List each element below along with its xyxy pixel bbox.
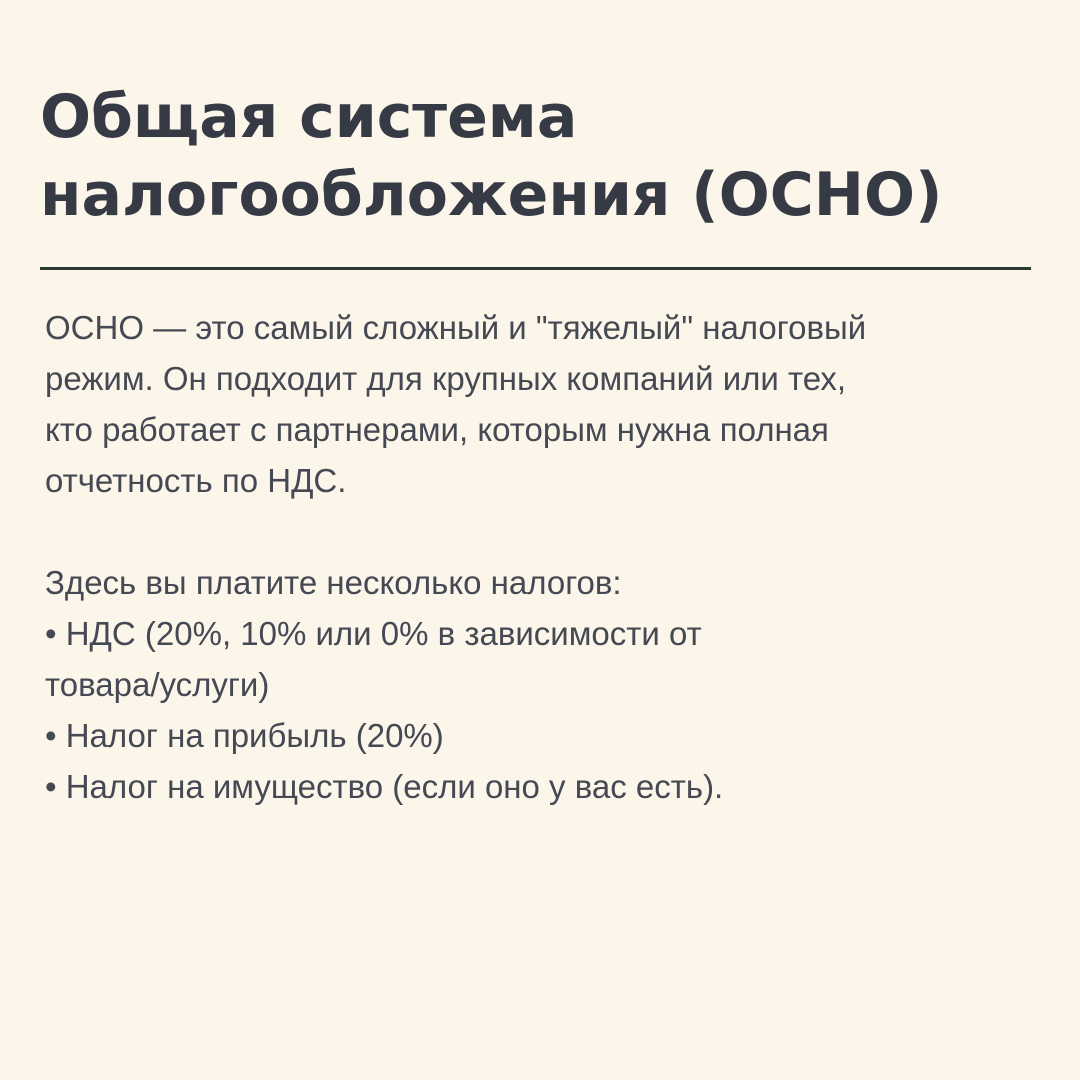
- taxes-section: [45, 557, 1045, 812]
- intro-line: режим. Он подходит для крупных компаний или тех,: [45, 360, 847, 397]
- tax-list-line: товара/услуги): [45, 666, 270, 703]
- title-line: налогообложения (ОСНО): [40, 160, 943, 230]
- title-divider: [40, 267, 1031, 270]
- tax-list-line: • НДС (20%, 10% или 0% в зависимости от: [45, 615, 702, 652]
- intro-line: ОСНО — это самый сложный и "тяжелый" налоговый: [45, 309, 867, 346]
- intro-line: кто работает с партнерами, которым нужна полная: [45, 411, 829, 448]
- tax-list-line: • Налог на имущество (если оно у вас есть).: [45, 768, 724, 805]
- taxes-heading: Здесь вы платите несколько налогов:: [45, 564, 622, 601]
- intro-paragraph: [45, 302, 1045, 506]
- tax-list-line: • Налог на прибыль (20%): [45, 717, 444, 754]
- body-text: [45, 302, 1045, 812]
- page-title: [40, 78, 1040, 234]
- paragraph-gap: [45, 506, 1045, 557]
- title-line: Общая система: [40, 82, 578, 152]
- intro-line: отчетность по НДС.: [45, 462, 347, 499]
